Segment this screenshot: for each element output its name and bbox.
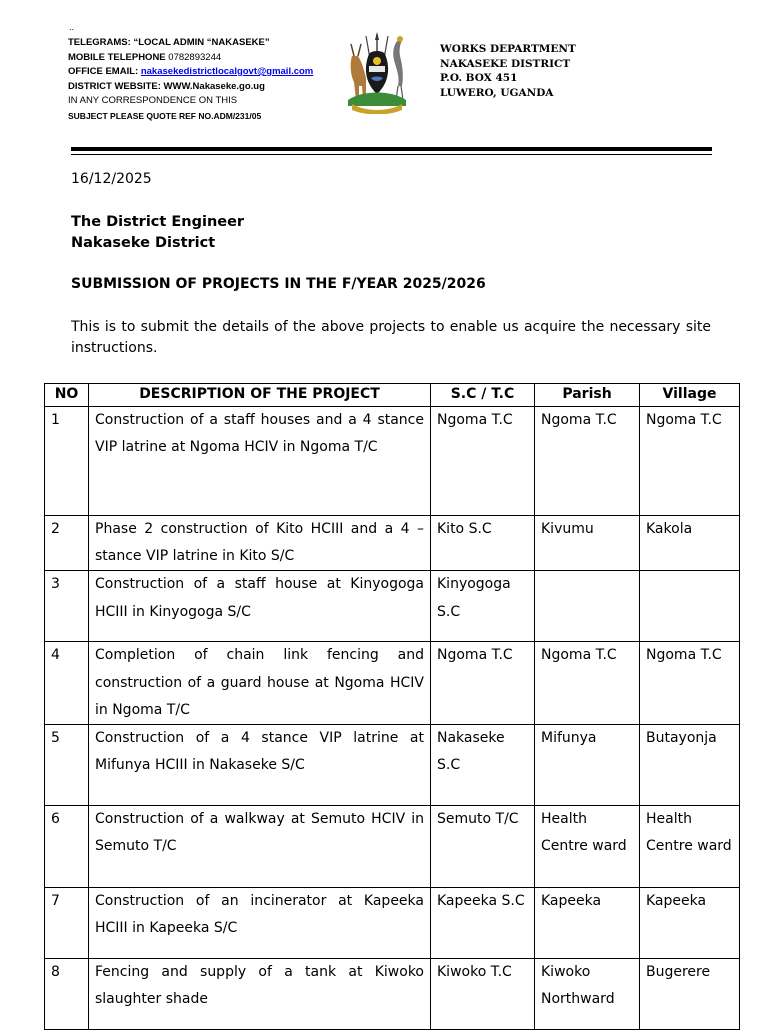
header-rule-thick bbox=[71, 147, 712, 151]
cell-parish: Ngoma T.C bbox=[535, 642, 640, 725]
letterhead-contacts bbox=[68, 36, 343, 123]
cell-description: Construction of a staff house at Kinyogoga HCIII in Kinyogoga S/C bbox=[89, 571, 431, 642]
letter-date: 16/12/2025 bbox=[71, 171, 152, 187]
cell-parish: Kapeeka bbox=[535, 888, 640, 959]
department-address bbox=[440, 42, 576, 100]
email-label: OFFICE EMAIL: bbox=[68, 66, 139, 77]
mobile-line bbox=[68, 51, 343, 66]
cell-village: Ngoma T.C bbox=[640, 407, 740, 516]
cell-parish: Mifunya bbox=[535, 725, 640, 806]
cell-village: Butayonja bbox=[640, 725, 740, 806]
cell-parish: Ngoma T.C bbox=[535, 407, 640, 516]
subject-ref-line: SUBJECT PLEASE QUOTE REF NO.ADM/231/05 bbox=[68, 110, 262, 121]
cell-village: Kapeeka bbox=[640, 888, 740, 959]
cell-village: Kakola bbox=[640, 516, 740, 571]
cell-description: Construction of a 4 stance VIP latrine at Mifunya HCIII in Nakaseke S/C bbox=[89, 725, 431, 806]
telegrams-line: TELEGRAMS: “LOCAL ADMIN “NAKASEKE” bbox=[68, 37, 270, 48]
cell-no: 8 bbox=[45, 959, 89, 1030]
mobile-label: MOBILE TELEPHONE bbox=[68, 51, 166, 63]
header-sc-tc: S.C / T.C bbox=[431, 384, 535, 407]
cell-description: Construction of a walkway at Semuto HCIV in Semuto T/C bbox=[89, 806, 431, 888]
header-no: NO bbox=[45, 384, 89, 407]
table-row bbox=[45, 516, 740, 571]
table-header-row bbox=[45, 384, 740, 407]
cell-sc-tc: Ngoma T.C bbox=[431, 407, 535, 516]
cell-no: 5 bbox=[45, 725, 89, 806]
mobile-value: 0782893244 bbox=[168, 51, 222, 63]
letterhead-dots: .. bbox=[69, 23, 75, 32]
cell-village: Health Centre ward bbox=[640, 806, 740, 888]
cell-sc-tc: Ngoma T.C bbox=[431, 642, 535, 725]
table-row bbox=[45, 642, 740, 725]
website-line bbox=[68, 80, 343, 95]
table-row bbox=[45, 407, 740, 516]
cell-no: 4 bbox=[45, 642, 89, 725]
cell-parish: Kiwoko Northward bbox=[535, 959, 640, 1030]
address-line: P.O. BOX 451 bbox=[440, 72, 518, 85]
cell-parish: Kivumu bbox=[535, 516, 640, 571]
cell-description: Completion of chain link fencing and construction of a guard house at Ngoma HCIV in Ngoma T/C bbox=[89, 642, 431, 725]
cell-village bbox=[640, 571, 740, 642]
recipient-district: Nakaseke District bbox=[71, 235, 216, 251]
header-rule-thin bbox=[71, 154, 712, 155]
cell-parish bbox=[535, 571, 640, 642]
cell-sc-tc: Kiwoko T.C bbox=[431, 959, 535, 1030]
table-row bbox=[45, 888, 740, 959]
address-line: LUWERO, UGANDA bbox=[440, 86, 554, 99]
email-link[interactable]: nakasekedistrictlocalgovt@gmail.com bbox=[140, 66, 314, 77]
cell-description: Construction of a staff houses and a 4 stance VIP latrine at Ngoma HCIV in Ngoma T/C bbox=[89, 407, 431, 516]
projects-table bbox=[44, 383, 740, 1030]
cell-sc-tc: Nakaseke S.C bbox=[431, 725, 535, 806]
recipient-block bbox=[71, 212, 244, 254]
website-value: WWW.Nakaseke.go.ug bbox=[163, 80, 265, 92]
coat-of-arms-icon bbox=[342, 30, 412, 114]
cell-no: 7 bbox=[45, 888, 89, 959]
cell-no: 2 bbox=[45, 516, 89, 571]
table-row bbox=[45, 959, 740, 1030]
email-line bbox=[68, 65, 343, 80]
table-row bbox=[45, 725, 740, 806]
cell-village: Ngoma T.C bbox=[640, 642, 740, 725]
cell-description: Fencing and supply of a tank at Kiwoko slaughter shade bbox=[89, 959, 431, 1030]
address-line: NAKASEKE DISTRICT bbox=[440, 57, 571, 70]
recipient-title: The District Engineer bbox=[71, 214, 245, 230]
cell-no: 1 bbox=[45, 407, 89, 516]
header-village: Village bbox=[640, 384, 740, 407]
correspondence-line: IN ANY CORRESPONDENCE ON THIS bbox=[68, 95, 238, 106]
cell-sc-tc: Kito S.C bbox=[431, 516, 535, 571]
cell-no: 6 bbox=[45, 806, 89, 888]
header-parish: Parish bbox=[535, 384, 640, 407]
cell-no: 3 bbox=[45, 571, 89, 642]
letter-body: This is to submit the details of the above projects to enable us acquire the necessary site instructions. bbox=[71, 319, 711, 356]
website-label: DISTRICT WEBSITE: bbox=[68, 80, 161, 92]
cell-village: Bugerere bbox=[640, 959, 740, 1030]
letter-subject: SUBMISSION OF PROJECTS IN THE F/YEAR 2025/2026 bbox=[71, 276, 486, 292]
cell-sc-tc: Semuto T/C bbox=[431, 806, 535, 888]
table-row bbox=[45, 571, 740, 642]
header-description: DESCRIPTION OF THE PROJECT bbox=[89, 384, 431, 407]
cell-description: Phase 2 construction of Kito HCIII and a 4 –stance VIP latrine in Kito S/C bbox=[89, 516, 431, 571]
cell-parish: Health Centre ward bbox=[535, 806, 640, 888]
cell-sc-tc: Kapeeka S.C bbox=[431, 888, 535, 959]
cell-sc-tc: Kinyogoga S.C bbox=[431, 571, 535, 642]
table-row bbox=[45, 806, 740, 888]
cell-description: Construction of an incinerator at Kapeeka HCIII in Kapeeka S/C bbox=[89, 888, 431, 959]
address-line: WORKS DEPARTMENT bbox=[440, 43, 576, 55]
